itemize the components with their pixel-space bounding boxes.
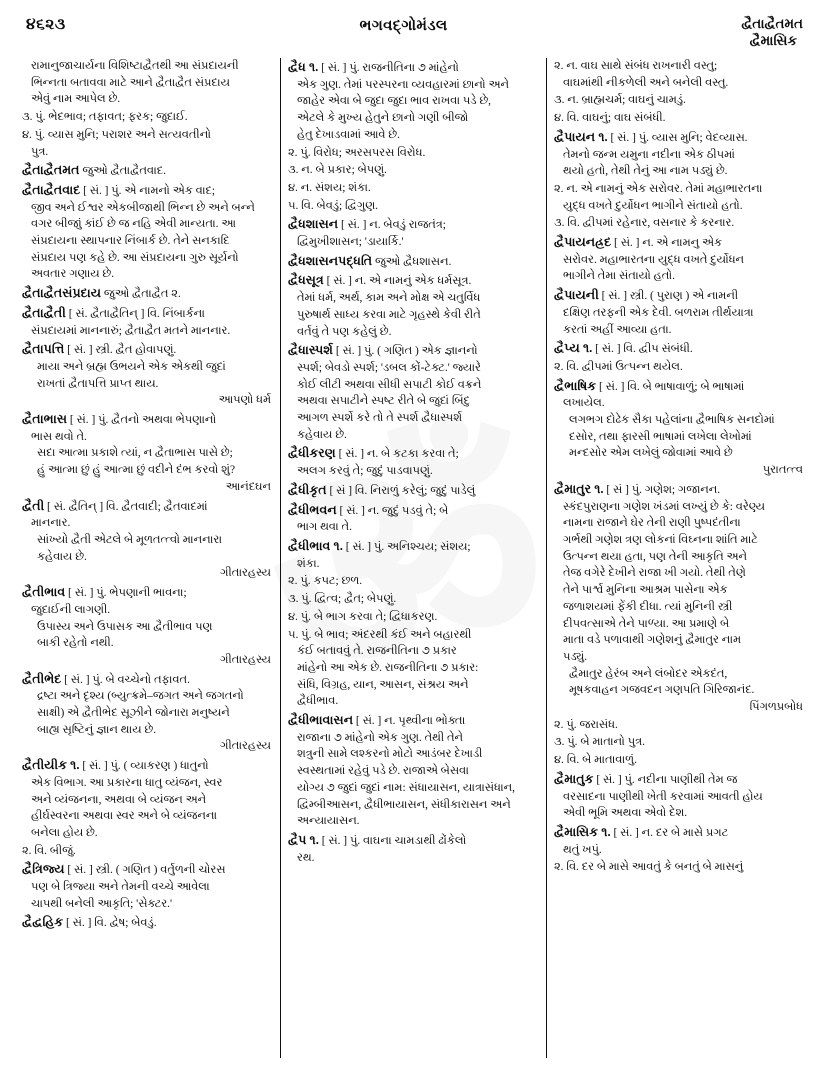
column-2 xyxy=(280,58,547,1058)
definition-line: ભાગ થવા તે. xyxy=(297,521,352,534)
definition-line: થયો હતો, તેથી તેનું આ નામ પડ્યું છે. xyxy=(563,165,728,178)
entry-headword: દ્વૈધશાસનપદ્ધતિ xyxy=(288,253,373,268)
definition-line: હીર્ઘસ્વરના અથવા સ્વર અને બે વ્યંજનના xyxy=(31,810,218,823)
example-quotation-line: સાક્ષી) એ દ્વૈતીભેદ સૂઝીને જોનારા મનુષ્યને xyxy=(37,707,230,720)
entry-headword: દ્વૈમાતુર ૧. xyxy=(554,481,604,496)
dictionary-entry xyxy=(22,860,273,912)
entry-definition-start: [ સં. ] પું. બે વચ્ચેનો તફાવત. xyxy=(61,673,190,686)
entry-lead-line xyxy=(554,286,805,305)
definition-line: સ્કંદપુરાણના ગણેશ ખંડમાં લખ્યું છે કે: વરેણ્ય xyxy=(563,500,765,513)
definition-line: સરોવર. મહાભારતના યુદ્ધ વખતે દુર્યોધન xyxy=(563,253,745,266)
entry-definition-start: [ સં ] પું. ગણેશ; ગજાનન. xyxy=(603,483,721,496)
entry-headword: દ્વૈમાસિક ૧. xyxy=(554,824,611,839)
definition-line: જુદાઈની લાગણી. xyxy=(31,603,111,616)
definition-line: અથવા સપાટીને સ્પષ્ટ રીતે બે જુદાં બિંદુ xyxy=(297,395,470,408)
definition-line: અલગ કરવું તે; જુદું પાડવાપણું. xyxy=(297,465,433,478)
definition-line: એવી ભૂમિ અથવા એવો દેશ. xyxy=(563,807,688,820)
dictionary-sense xyxy=(554,110,805,127)
definition-line: વર્તવું તે પણ કહેલું છે. xyxy=(297,325,392,338)
example-quotation-line: દ્રષ્ટા અને દૃશ્ય (બ્યુત્ક્રમે–જગત અને જગતનો xyxy=(37,690,244,703)
column-3 xyxy=(547,58,809,1058)
definition-line: યુદ્ધ વખતે દુર્યોધન ભાગીને સંતાયો હતો. xyxy=(563,199,743,212)
dictionary-sense xyxy=(288,198,539,215)
entry-headword: દ્વૈધીભવન xyxy=(288,502,337,517)
definition-line: ૨. પું. વિરોધ; અરસપરસ વિરોધ. xyxy=(288,146,426,159)
entry-lead-line xyxy=(288,215,539,234)
dictionary-entry xyxy=(288,481,539,500)
entry-lead-line xyxy=(22,860,273,879)
dictionary-sense xyxy=(554,58,805,91)
dictionary-entry xyxy=(288,252,539,271)
definition-line: દક્ષિણ તરફની એક દેવી. બળરામ તીર્થયાત્રા xyxy=(563,306,754,319)
definition-line: સ્પર્શ; બેવડો સ્પર્શ; 'ડબલ કોં-ટેક્ટ.' જ્યારે xyxy=(297,361,481,374)
definition-line: ૫. વિ. બેવડું; દ્વિગુણ. xyxy=(288,199,378,212)
entry-definition-start: [ સં. ] પું. ( વ્યાકરણ ) ધાતુનો xyxy=(79,760,209,773)
example-quotation-line: દ્વૈમાતુર હેરંબ અને લંબોદર એકદંત, xyxy=(569,667,728,680)
entry-headword: દ્વૈધ ૧. xyxy=(288,60,319,74)
dictionary-entry xyxy=(22,913,273,932)
entry-definition-start: [ સં. ] ન. બેવડું રાજતંત્ર; xyxy=(338,219,446,232)
definition-line: તેને પાર્શ્વ મુનિના આશ્રમ પાસેના એક xyxy=(563,584,728,597)
dictionary-entry xyxy=(22,583,273,669)
entry-definition-start: [ સં. ] વિ. દ્વેષ; બેવડું. xyxy=(63,917,157,930)
definition-line: ૩. પું. બે માતાનો પુત્ર. xyxy=(554,736,645,749)
entry-headword: દ્વૈપાયનહ્રદ xyxy=(554,235,612,250)
dictionary-sense xyxy=(554,359,805,376)
running-head-keywords xyxy=(741,16,803,50)
entry-lead-line xyxy=(288,252,539,271)
citation-source: પિંગળપ્રબોધ xyxy=(749,701,803,714)
definition-line: સંધિ, વિગ્રહ, યાન, આસન, સંશ્રય અને xyxy=(297,678,469,691)
definition-line: માતા વડે પળાવાથી ગણેશનું દ્વૈમાતુર નામ xyxy=(563,634,742,647)
entry-lead-line xyxy=(22,304,273,323)
dictionary-sense xyxy=(554,734,805,751)
definition-line: લખાયેલ. xyxy=(563,397,605,410)
entry-definition-start: [ સં. ] વિ. બે ભાષાવાળું; બે ભાષામાં xyxy=(596,380,745,393)
definition-line: ભાગીને તેમા સંતાયો હતો. xyxy=(563,270,675,283)
entry-headword: દ્વૈધસૂત્ર xyxy=(288,273,324,288)
definition-line: ૩. પું. દ્વિત્વ; દ્વૈત; બેપણું. xyxy=(288,593,397,606)
example-quotation-line: માયા અને બ્રહ્મ ઉભયને એક એકથી જુદાં xyxy=(37,360,226,373)
definition-line: દ્વૈધીભાવ. xyxy=(297,695,339,708)
entry-definition-start: [ સં. ] પું. રાજનીતિના ૭ માંહેનો xyxy=(318,62,459,74)
entry-definition-start: [ સં. ] પું. વ્યાસ મુનિ; વેદવ્યાસ. xyxy=(607,131,748,144)
definition-line: યોગ્ય ૭ જુદાં જુદાં નામ: સંધાયાસન, યાત્રાસંધાન, xyxy=(297,781,515,794)
dictionary-entry xyxy=(554,339,805,358)
entry-lead-line xyxy=(22,913,273,932)
entry-lead-line xyxy=(554,128,805,147)
definition-line: બનેલા હોય છે. xyxy=(31,826,98,839)
entry-headword: દ્વૈતાદ્વૈતમત xyxy=(22,163,80,178)
definition-line: ૨. ન. વાઘ સાથે સંબંધ રાખનારી વસ્તુ; xyxy=(554,60,718,72)
text-columns xyxy=(16,58,809,1058)
dictionary-entry xyxy=(22,756,273,842)
dictionary-sense xyxy=(288,627,539,711)
definition-line: સંપ્રદાય પણ કહે છે. આ સંપ્રદાયના ગુરુ સૂર્યનો xyxy=(31,251,239,264)
entry-lead-line xyxy=(554,339,805,358)
entry-definition-start: [ સં. ] પું. ભેપણાની ભાવના; xyxy=(65,587,187,600)
dictionary-entry xyxy=(554,128,805,180)
definition-line: ભાસ થવો તે. xyxy=(31,430,87,443)
definition-line: જળાશયમાં ફેંકી દીધા. ત્યાં મુનિની સ્ત્રી xyxy=(563,600,733,613)
definition-line: અવતાર ગણાય છે. xyxy=(31,268,115,281)
entry-definition-start: [ સં. દ્વૈતાદ્વૈતિન્ ] વિ. નિંબાર્કના xyxy=(65,307,205,320)
citation-source: પુરાતત્ત્વ xyxy=(762,464,803,477)
dictionary-sense xyxy=(554,181,805,214)
dictionary-entry xyxy=(288,711,539,830)
dictionary-sense xyxy=(288,162,539,179)
entry-headword: દ્વૈપાયન ૧. xyxy=(554,129,608,144)
dictionary-sense xyxy=(22,843,273,860)
entry-definition-start: [ સં. ] પું. ( ગણિત ) એક જ્ઞાનનો xyxy=(333,345,478,358)
dictionary-entry xyxy=(288,58,539,144)
entry-lead-line xyxy=(288,341,539,360)
running-head-first-word: દ્વૈતાદ્વૈતમત xyxy=(741,16,803,31)
entry-headword: દ્વૈભાષિક xyxy=(554,378,597,393)
definition-line: ૨. વિ. દર બે માસે આવતું કે બનતું બે માસનું xyxy=(554,861,744,874)
dictionary-entry xyxy=(22,410,273,496)
definition-line: પડ્યું. xyxy=(563,650,588,663)
definition-line: એવું નામ આપેલ છે. xyxy=(31,93,121,106)
dictionary-sense xyxy=(554,92,805,109)
definition-line: ૨. પું. જરાસંધ. xyxy=(554,718,618,731)
definition-line: દીપવત્સાએ તેને પાળ્યા. આ પ્રમાણે બે xyxy=(563,617,730,630)
definition-line: ૩. પું. ભેદભાવ; તફાવત; ફરક; જુદાઈ. xyxy=(22,111,188,124)
dictionary-entry xyxy=(554,286,805,338)
entry-lead-line xyxy=(22,583,273,602)
definition-line: આગળ સ્પર્શે કરે તો તે સ્પર્શ દ્વૈધાસ્પર્શ xyxy=(297,412,462,425)
definition-line: જાહેર એવા બે જુદા જુદા ભાવ રાખવા પડે છે, xyxy=(297,95,491,108)
example-quotation-line: દસોર, તથા ફારસી ભાષામાં લખેલા લેખોમાં xyxy=(569,430,752,443)
definition-line: માંહેનો આ એક છે. રાજનીતિના ૭ પ્રકાર: xyxy=(297,661,479,674)
dictionary-entry xyxy=(22,670,273,756)
definition-line: થતું ખપું. xyxy=(563,843,602,856)
dictionary-entry xyxy=(554,823,805,858)
definition-line: ૨. વિ. દ્વીપમાં ઉત્પન્ન થયેલ. xyxy=(554,360,683,373)
dictionary-sense xyxy=(288,573,539,590)
dictionary-sense xyxy=(288,145,539,162)
entry-headword: દ્વૈતીભેદ xyxy=(22,671,62,686)
example-quotation-line: બાહ્ય સૃષ્ટિનું જ્ઞાન થાય છે. xyxy=(37,723,157,736)
entry-headword: દ્વૈતાદ્વૈતી xyxy=(22,305,66,320)
entry-lead-line xyxy=(288,481,539,500)
example-quotation-line: કહેવાય છે. xyxy=(37,550,87,563)
dictionary-sense xyxy=(288,591,539,608)
definition-line: સંપ્રદાયમાં માનનારું; દ્વૈતાદ્વૈત મતને માનનાર. xyxy=(31,324,231,337)
entry-headword: દ્વૈધીકરણ xyxy=(288,446,336,461)
definition-line: જીવ અને ઈશ્વર એકબીજાથી ભિન્ન છે અને બન્ને xyxy=(31,201,255,214)
book-title: ભગવદ્ગોમંડલ xyxy=(359,18,448,34)
entry-definition-start: જુઓ દ્વૈતાદ્વૈત ૨. xyxy=(101,288,181,301)
entry-definition-start: [ સં. ] પું. એ નામનો એક વાદ; xyxy=(80,184,216,197)
definition-line: તેમનો જન્મ યમુના નદીના એક ઠીપમાં xyxy=(563,148,735,161)
entry-definition-start: [ સં. ] ન. પૃથ્વીના ભોક્તા xyxy=(353,715,466,728)
entry-headword: દ્વૈતાપત્તિ xyxy=(22,342,65,357)
dictionary-entry xyxy=(22,181,273,283)
definition-line: પુરુષાર્થ સાધ્ય કરવા માટે ગૃહસ્થે કેવી રીતે xyxy=(297,308,481,321)
dictionary-entry xyxy=(288,444,539,479)
definition-line: ઉત્પન્ન થયા હતા, પણ તેની આકૃતિ અને xyxy=(563,550,747,563)
dictionary-entry xyxy=(554,377,805,479)
dictionary-entry xyxy=(22,497,273,583)
page-folio-number: ૪૬૨૩ xyxy=(26,16,66,33)
citation-source: ગીતારહસ્ય xyxy=(220,567,271,580)
entry-definition-start: [ સં. ] સ્ત્રી. ( પુરાણ ) એ નામની xyxy=(598,290,739,303)
dictionary-sense xyxy=(288,180,539,197)
entry-continuation xyxy=(22,58,273,108)
definition-line: ચાપથી બનેલી આકૃતિ; 'સેક્ટર.' xyxy=(31,897,173,910)
entry-lead-line xyxy=(288,271,539,290)
definition-line: ૫. પું. બે ભાવ; અંદરથી કંઈ અને બહારથી xyxy=(288,628,472,641)
entry-definition-start: [ સં. ] સ્ત્રી. દ્વૈત હોવાપણું. xyxy=(64,344,177,357)
entry-lead-line xyxy=(22,181,273,200)
definition-line: નામના રાજાને ઘેર તેની રાણી પુષ્પદંતીના xyxy=(563,517,741,530)
definition-line: એટલે કે મુખ્ય હેતુને છાનો ગણી બીજો xyxy=(297,112,469,125)
definition-line: ૪. વિ. બે માતાવાળું. xyxy=(554,754,637,767)
entry-definition-start: જુઓ દ્વૈધશાસન. xyxy=(372,255,452,268)
entry-lead-line xyxy=(288,444,539,463)
entry-lead-line xyxy=(554,377,805,396)
dictionary-entry xyxy=(288,537,539,572)
entry-headword: દ્વૈતાભાસ xyxy=(22,412,68,427)
entry-lead-line xyxy=(554,823,805,842)
example-quotation-line: બાકી રહેતો નથી. xyxy=(37,637,114,650)
definition-line: ગર્ભથી ગણેશ ત્રણ લોકનાં વિઘ્નના શાંતિ માટે xyxy=(563,533,758,546)
entry-headword: દ્વૈપાયની xyxy=(554,288,599,303)
entry-definition-start: [ સં. ] વિ. દ્વીપ સંબંધી. xyxy=(592,343,693,356)
dictionary-entry xyxy=(288,341,539,443)
dictionary-sense xyxy=(554,752,805,769)
entry-lead-line xyxy=(22,410,273,429)
entry-definition-start: [ સં ] વિ. નિરાળું કરેલું; જુદું પાડેલું xyxy=(326,484,476,497)
entry-lead-line xyxy=(288,711,539,730)
dictionary-entry xyxy=(288,271,539,340)
entry-headword: દ્વૈમાતુક xyxy=(554,771,594,786)
running-head-last-word: દ્વૈમાસિક xyxy=(749,32,797,48)
dictionary-sense xyxy=(22,127,273,160)
dictionary-entry xyxy=(288,831,539,866)
entry-lead-line xyxy=(22,284,273,303)
definition-line: શત્રુની સામે લશ્કરનો મોટો આડંબર દેખાડી xyxy=(297,748,483,761)
definition-line: તેમાં ધર્મ, અર્થ, કામ અને મોક્ષ એ ચતુર્વિધ xyxy=(297,292,481,305)
dictionary-entry xyxy=(288,215,539,250)
entry-headword: દ્વૈપ ૧. xyxy=(288,832,319,847)
example-quotation-line: મૂષકવાહન ગજવદન ગણપતિ ગિરિજાનંદ. xyxy=(569,684,755,697)
entry-lead-line xyxy=(22,497,273,516)
entry-definition-start: [ સં. ] પું. અનિશ્ચય; સંશય; xyxy=(342,540,471,553)
entry-lead-line xyxy=(288,501,539,520)
definition-line: ૨. પું. કપટ; છળ. xyxy=(288,575,363,588)
dictionary-sense xyxy=(554,717,805,734)
entry-lead-line xyxy=(22,161,273,180)
example-quotation-line: રાખતાં દ્વૈતાપત્તિ પ્રાપ્ત થાય. xyxy=(37,377,159,390)
entry-headword: દ્વૈતી xyxy=(22,498,45,513)
definition-line: દ્વિમુખીશાસન; 'ડાયાર્કિ.' xyxy=(297,236,404,249)
definition-line: કંઈ બતાવવું તે. રાજનીતિના ૭ પ્રકાર xyxy=(297,645,457,658)
entry-lead-line xyxy=(288,58,539,77)
entry-lead-line xyxy=(22,340,273,359)
entry-headword: દ્વૈધાસ્પર્શ xyxy=(288,343,333,358)
column-1 xyxy=(16,58,280,1058)
dictionary-entry xyxy=(22,304,273,339)
entry-headword: દ્વૈધીભાવાસન xyxy=(288,713,354,728)
example-quotation-line: મન્દસોર એમ લખેલું જોવામાં આવે છે xyxy=(569,447,733,460)
running-head xyxy=(16,14,809,56)
citation-source: આનંદઘન xyxy=(225,480,271,493)
entry-definition-start: જુઓ દ્વૈતાદ્વૈતવાદ. xyxy=(79,165,166,178)
entry-lead-line xyxy=(554,770,805,789)
definition-line: અને વ્યંજનના, અથવા બે વ્યંજન અને xyxy=(31,793,207,806)
definition-line: સંપ્રદાયના સ્થાપનાર નિંબાર્ક છે. તેને સનકાદિ xyxy=(31,235,230,248)
entry-definition-start: [ સં. દ્વૈતિન્ ] વિ. દ્વૈતવાદી; દ્વૈતવાદમાં xyxy=(44,500,208,513)
definition-line: ૪. વિ. વાઘનું; વાઘ સંબંધી. xyxy=(554,112,666,125)
definition-line: વાઘમાંથી નીકળેલી અને બનેલી વસ્તુ. xyxy=(563,76,729,89)
entry-lead-line xyxy=(554,233,805,252)
definition-line: ૩. ન. બ્રાહ્મચર્મ; વાઘનું ચામડું. xyxy=(554,94,686,107)
citation-source: ગીતારહસ્ય xyxy=(220,653,271,666)
example-quotation-line: સદા આત્મા પ્રકાશે ત્યાં, ન દ્વૈતાભાસ પાસે છે; xyxy=(37,447,233,460)
citation-source: ગીતારહસ્ય xyxy=(220,740,271,753)
entry-definition-start: [ સં. ] ન. એ નામનું એક ધર્મસૂત્ર. xyxy=(323,275,472,288)
entry-definition-start: [ સં. ] પું. દ્વૈતનો અથવા ભેપણાનો xyxy=(67,414,217,427)
entry-headword: દ્વૈધીભાવ ૧. xyxy=(288,538,343,553)
entry-lead-line xyxy=(288,537,539,556)
dictionary-sense xyxy=(554,859,805,876)
definition-line: શંકા. xyxy=(297,557,320,570)
definition-line: ૪. પું. બે ભાગ કરવા તે; દ્વિધાકરણ. xyxy=(288,610,438,623)
definition-line: એક ગુણ. તેમાં પરસ્પરના વ્યવહારમાં છાનો અને xyxy=(297,78,509,91)
entry-definition-start: [ સં. ] સ્ત્રી. ( ગણિત ) વર્તુળની ચોરસ xyxy=(64,864,226,877)
definition-line: ૨. વિ. બીજું. xyxy=(22,844,76,857)
definition-line: કરતાં અહીં આવ્યા હતા. xyxy=(563,323,672,336)
dictionary-entry xyxy=(22,340,273,409)
entry-headword: દ્વૈધશાસન xyxy=(288,217,339,232)
definition-line: માનનાર. xyxy=(31,517,71,530)
dictionary-sense xyxy=(22,109,273,126)
entry-definition-start: [ સં. ] ન. બે કટકા કરવા તે; xyxy=(335,448,459,461)
entry-definition-start: [ સં. ] ન. દર બે માસે પ્રગટ xyxy=(610,826,729,839)
entry-headword: દ્વૈધીકૃત xyxy=(288,482,327,497)
entry-definition-start: [ સં. ] પું. વાઘના ચામડાથી ઢોંકેલો xyxy=(318,834,467,847)
definition-line: ભિન્નતા બતાવવા માટે આને દ્વૈતાદ્વૈત સંપ્રદાય xyxy=(31,76,230,89)
dictionary-entry xyxy=(288,501,539,536)
definition-line: પુત્ર. xyxy=(31,145,49,158)
definition-line: પણ બે ત્રિજ્યા અને તેમની વચ્ચે આવેલા xyxy=(31,881,210,894)
entry-definition-start: [ સં. ] ન. એ નામનુ એક xyxy=(611,237,723,250)
entry-headword: દ્વૈતીયીક ૧. xyxy=(22,758,80,773)
citation-source: આપણો ધર્મ xyxy=(218,394,271,407)
dictionary-entry xyxy=(22,284,273,303)
example-quotation-line: સાંખ્યો દ્વૈતી એટલે બે મૂળતત્ત્વો માનનારા xyxy=(37,533,223,546)
dictionary-entry xyxy=(554,233,805,285)
entry-headword: દ્વૈતાદ્વૈતસંપ્રદાય xyxy=(22,286,102,301)
example-quotation-line: હું આત્મા છું હું આત્મા છું વદીને દંભ કરવો શું? xyxy=(37,464,236,477)
definition-line: એક વિભાગ. આ પ્રકારના ધાતુ વ્યંજન, સ્વર xyxy=(31,776,223,789)
entry-headword: દ્વૈદ્વહિક xyxy=(22,915,64,930)
entry-lead-line xyxy=(288,831,539,850)
entry-headword: દ્વૈપ્ય ૧. xyxy=(554,341,593,356)
dictionary-entry xyxy=(554,480,805,716)
definition-line: રામાનુજાચાર્યના વિશિષ્ટાદ્વૈતથી આ સંપ્રદાયની xyxy=(31,60,239,72)
entry-headword: દ્વૈતીભાવ xyxy=(22,585,66,600)
entry-lead-line xyxy=(554,480,805,499)
definition-line: કોઈ લીટી અથવા સીધી સપાટી કોઈ વક્રને xyxy=(297,378,482,391)
example-quotation-line: ઉપાસ્ય અને ઉપાસક આ દ્વૈતીભાવ પણ xyxy=(37,620,213,633)
definition-line: અન્યાયાસન. xyxy=(297,815,360,828)
definition-line: સ્વસ્થતામાં રહેવું પડે છે. રાજાએ બેસવા xyxy=(297,765,469,778)
definition-line: રથ. xyxy=(297,851,315,864)
entry-definition-start: [ સં. ] પું. નદીના પાણીથી તેમ જ xyxy=(593,773,738,786)
definition-line: ૩. ન. બે પ્રકાર; બેપણું. xyxy=(288,164,387,177)
definition-line: વરસાદના પાણીથી ખેતી કરવામાં આવતી હોય xyxy=(563,790,763,803)
definition-line: ૪. ન. સંશય; શંકા. xyxy=(288,181,371,194)
definition-line: વગર બીજાું કાંઈ છે જ નહિ એવી માન્યતા. આ xyxy=(31,218,236,231)
definition-line: ૪. પું. વ્યાસ મુનિ; પરાશર અને સત્યવતીનો xyxy=(22,128,212,141)
dictionary-sense xyxy=(554,215,805,232)
entry-headword: દ્વૈતાદ્વૈતવાદ xyxy=(22,182,81,197)
entry-definition-start: [ સં. ] ન. જુદું પડવું તે; બે xyxy=(336,504,449,517)
entry-lead-line xyxy=(22,756,273,775)
example-quotation-line: લગભગ દોઢેક સૈકા પહેલાંના દ્વૈભાષિક સનદોમાં xyxy=(569,414,775,427)
definition-line: કહેવાય છે. xyxy=(297,428,347,441)
definition-line: ૨. ન. એ નામનું એક સરોવર. તેમાં મહાભારતના xyxy=(554,182,763,195)
definition-line: દ્વિમ્બીઆસન, દ્વૈધીભાયાસન, સંધીકારાસન અને xyxy=(297,798,511,811)
entry-lead-line xyxy=(22,670,273,689)
definition-line: રાજાના ૭ માંહેનો એક ગુણ. તેથી તેને xyxy=(297,731,464,744)
definition-line: તેજ વગેરે દેખીને રાજા ખી ગયો. તેથી તેણે xyxy=(563,567,746,580)
dictionary-entry xyxy=(22,161,273,180)
dictionary-entry xyxy=(554,770,805,822)
definition-line: ૩. વિ. દ્વીપમાં રહેનાર, વસનાર કે કરનાર. xyxy=(554,217,735,230)
entry-headword: દ્વૈત્રિજ્ય xyxy=(22,862,65,877)
definition-line: હેતુ દેખાડવામાં આવે છે. xyxy=(297,128,400,141)
dictionary-sense xyxy=(288,609,539,626)
